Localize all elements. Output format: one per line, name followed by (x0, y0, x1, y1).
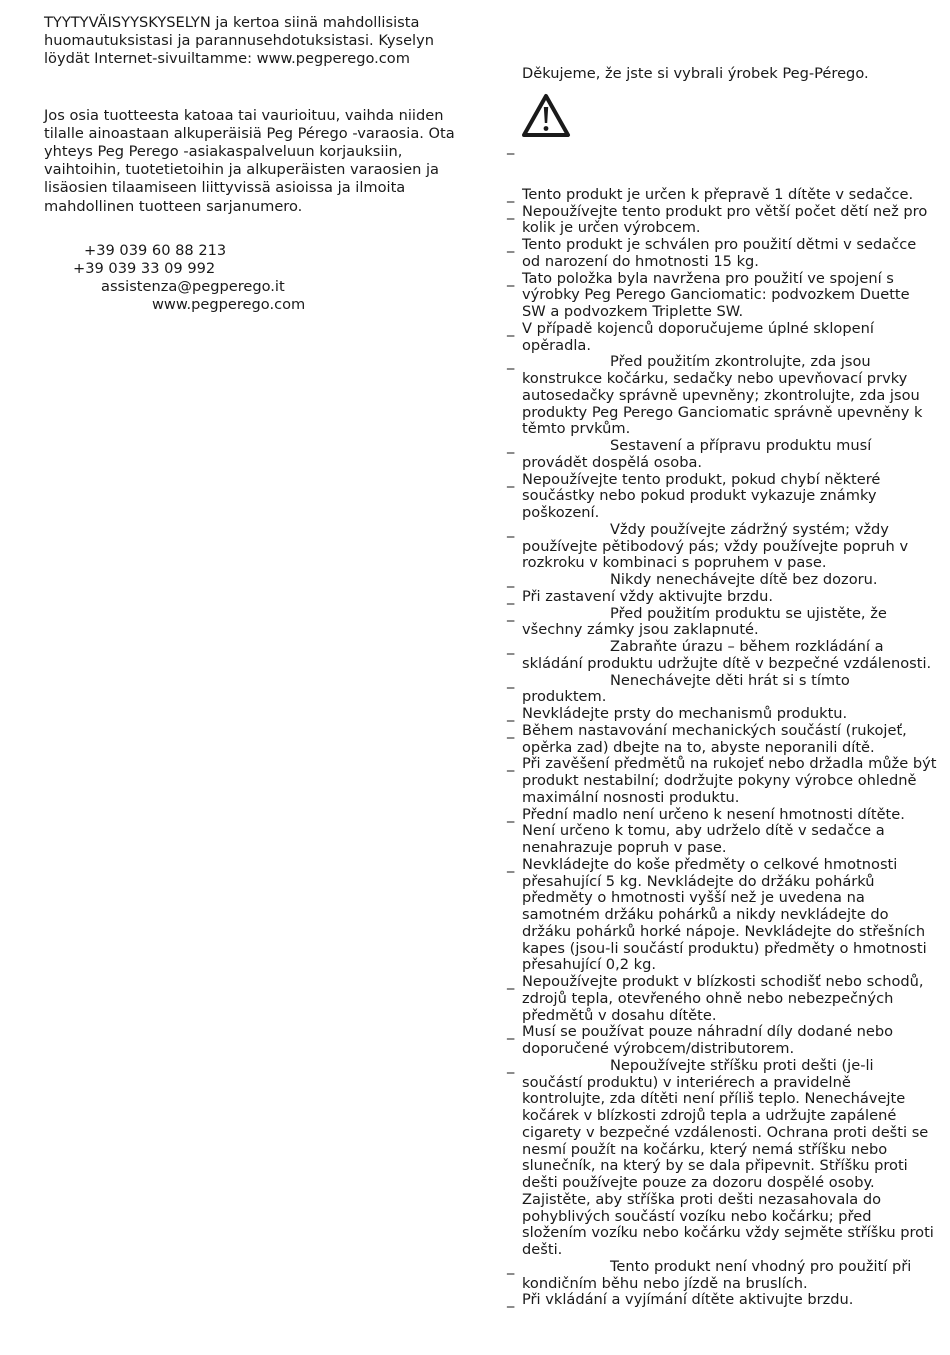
warning-item (507, 1259, 937, 1293)
item-text: Tato položka byla navržena pro použití ve spojení s výrobky Peg Perego Ganciomatic: podvozkem Duette SW a podvozkem Triplette SW. (522, 269, 910, 320)
warning-item (507, 321, 937, 355)
warning-item (507, 857, 937, 974)
item-text: Vždy používejte zádržný systém; vždy používejte pětibodový pás; vždy používejte popruh v rozkroku v kombinaci s popruhem v pase. (522, 520, 909, 572)
warning-item (507, 723, 937, 757)
item-text: Nepoužívejte tento produkt pro větší počet dětí než pro kolik je určen výrobcem. (522, 202, 928, 237)
item-text: Při zastavení vždy aktivujte brzdu. (522, 587, 774, 605)
item-text: Nepoužívejte produkt v blízkosti schodišť nebo schodů, zdrojů tepla, otevřeného ohně nebo nebezpečných předmětů v dosahu dítěte. (522, 973, 924, 1024)
item-dash: _ (507, 604, 515, 622)
warning-item (507, 807, 937, 857)
item-text: Nikdy nenechávejte dítě bez dozoru. (610, 571, 878, 588)
warning-item (507, 673, 937, 707)
item-dash: _ (507, 437, 515, 454)
warning-item (507, 271, 937, 321)
warning-item (507, 756, 937, 806)
item-dash: _ (507, 671, 515, 689)
item-text: Nevkládejte prsty do mechanismů produktu. (522, 705, 848, 722)
warning-item (507, 438, 937, 472)
warning-item (507, 572, 937, 589)
item-text: Nepoužívejte tento produkt, pokud chybí některé součástky nebo pokud produkt vykazuje známky poškození. (522, 470, 881, 521)
item-dash: _ (507, 705, 515, 722)
email-address: assistenza@pegperego.it (101, 277, 285, 295)
warning-item (507, 204, 937, 238)
survey-paragraph: TYYTYVÄISYYSKYSELYN ja kertoa siinä mahdollisista huomautuksistasi ja parannusehdotuksistasi. Kyselyn löydät Internet-sivuiltamme: www.pegperego.com (44, 14, 434, 68)
item-text: Tento produkt není vhodný pro použití při kondičním běhu nebo jízdě na bruslích. (522, 1257, 912, 1292)
item-text: Musí se používat pouze náhradní díly dodané nebo doporučené výrobcem/distributorem. (522, 1023, 894, 1057)
item-dash: _ (507, 855, 515, 873)
warning-dash: _ (507, 137, 515, 155)
item-dash: _ (507, 805, 515, 823)
item-dash: _ (507, 973, 515, 990)
item-text: Tento produkt je schválen pro použití dětmi v sedačce od narození do hmotnosti 15 kg. (522, 236, 917, 270)
item-text: Přední madlo není určeno k nesení hmotnosti dítěte. Není určeno k tomu, aby udrželo dítě v sedačce a nenahrazuje popruh v pase. (522, 805, 905, 856)
item-text: Nepoužívejte stříšku proti dešti (je-li součástí produktu) v interiérech a pravidelně kontrolujte, zda dítěti není příliš teplo. Nenechávejte kočárek v blízkosti zdrojů tepla a udržujte zapálené cigarety v bezpečné vzdálenosti. Ochrana proti dešti se nesmí použít na kočárku, který nemá stříšku nebo slunečník, na který by se dala připevnit. Stříšku proti dešti používejte pouze za dozoru dospělé osoby. Zajistěte, aby stříška proti dešti nezasahovala do pohyblivých součástí vozíku nebo kočárku; před složením vozíku nebo kočárku vždy sejměte stříšku proti dešti. (522, 1056, 934, 1258)
item-dash: _ (507, 721, 515, 739)
left-column (44, 14, 464, 314)
website-url: www.pegperego.com (152, 295, 306, 313)
warning-item (507, 589, 937, 606)
item-dash: _ (507, 319, 515, 337)
warning-item (507, 187, 937, 204)
item-dash: _ (507, 1257, 515, 1275)
warning-item (507, 354, 937, 438)
item-text: Nevkládejte do koše předměty o celkové hmotnosti přesahující 5 kg. Nevkládejte do držáku pohárků předměty o hmotnosti vyšší než je uvedena na samotném držáku pohárků a nikdy nevkládejte do držáku pohárků horké nápoje. Nevkládejte do střešních kapes (jsou-li součástí produktu) předměty o hmotnosti přesahující 0,2 kg. (522, 855, 927, 974)
item-dash: _ (507, 269, 515, 287)
warning-item (507, 522, 937, 572)
spare-parts-paragraph: Jos osia tuotteesta katoaa tai vaurioituu, vaihda niiden tilalle ainoastaan alkuperäisiä Peg Pérego -varaosia. Ota yhteys Peg Perego -asiakaspalveluun korjauksiin, vaihtoihin, tuotetietoihin ja alkuperäisten varaosien ja lisäosien tilaamiseen liittyvissä asioissa ja ilmoita mahdollinen tuotteen sarjanumero. (44, 106, 455, 215)
warning-item (507, 639, 937, 673)
item-dash: _ (507, 755, 515, 773)
warning-item (507, 1058, 937, 1259)
warning-item (507, 472, 937, 522)
item-text: Tento produkt je určen k přepravě 1 dítěte v sedačce. (522, 185, 914, 203)
item-dash: _ (507, 638, 515, 655)
item-dash: _ (507, 1291, 515, 1309)
warning-item (507, 1292, 937, 1309)
item-text: Sestavení a přípravu produktu musí provádět dospělá osoba. (522, 437, 872, 471)
item-text: Před použitím produktu se ujistěte, že všechny zámky jsou zaklapnuté. (522, 604, 887, 639)
item-dash: _ (507, 1056, 515, 1074)
item-text: Zabraňte úrazu – během rozkládání a skládání produktu udržujte dítě v bezpečné vzdálenosti. (522, 638, 932, 672)
item-text: V případě kojenců doporučujeme úplné sklopení opěradla. (522, 319, 874, 354)
item-text: Při zavěšení předmětů na rukojeť nebo držadla může být produkt nestabilní; dodržujte pokyny výrobce ohledně maximální nosnosti produktu. (522, 755, 937, 806)
item-dash: _ (507, 587, 515, 605)
warning-triangle-icon (521, 93, 571, 139)
warning-item (507, 974, 937, 1024)
item-dash: _ (507, 470, 515, 488)
warning-item (507, 606, 937, 640)
item-dash: _ (507, 1023, 515, 1041)
fax-number: +39 039 33 09 992 (73, 259, 216, 277)
item-dash: _ (507, 571, 515, 588)
warning-item (507, 706, 937, 723)
phone-number: +39 039 60 88 213 (84, 241, 227, 259)
item-dash: _ (507, 353, 515, 371)
warning-list (507, 187, 937, 1309)
item-text: Při vkládání a vyjímání dítěte aktivujte brzdu. (522, 1291, 854, 1309)
item-text: Během nastavování mechanických součástí (rukojeť, opěrka zad) dbejte na to, abyste neporanili dítě. (522, 721, 907, 756)
item-dash: _ (507, 236, 515, 253)
warning-block (507, 93, 937, 155)
item-dash: _ (507, 202, 515, 220)
warning-item (507, 237, 937, 271)
thank-you-text: Děkujeme, že jste si vybrali ýrobek Peg-Pérego. (522, 65, 869, 82)
right-column (507, 66, 937, 1309)
item-text: Nenechávejte děti hrát si s tímto produktem. (522, 671, 850, 706)
item-dash: _ (507, 520, 515, 538)
item-dash: _ (507, 185, 515, 203)
warning-item (507, 1024, 937, 1058)
item-text: Před použitím zkontrolujte, zda jsou konstrukce kočárku, sedačky nebo upevňovací prvky autosedačky správně upevněny; zkontrolujte, zda jsou produkty Peg Perego Ganciomatic správně upevněny k těmto prvkům. (522, 353, 923, 438)
contact-block (44, 242, 464, 314)
